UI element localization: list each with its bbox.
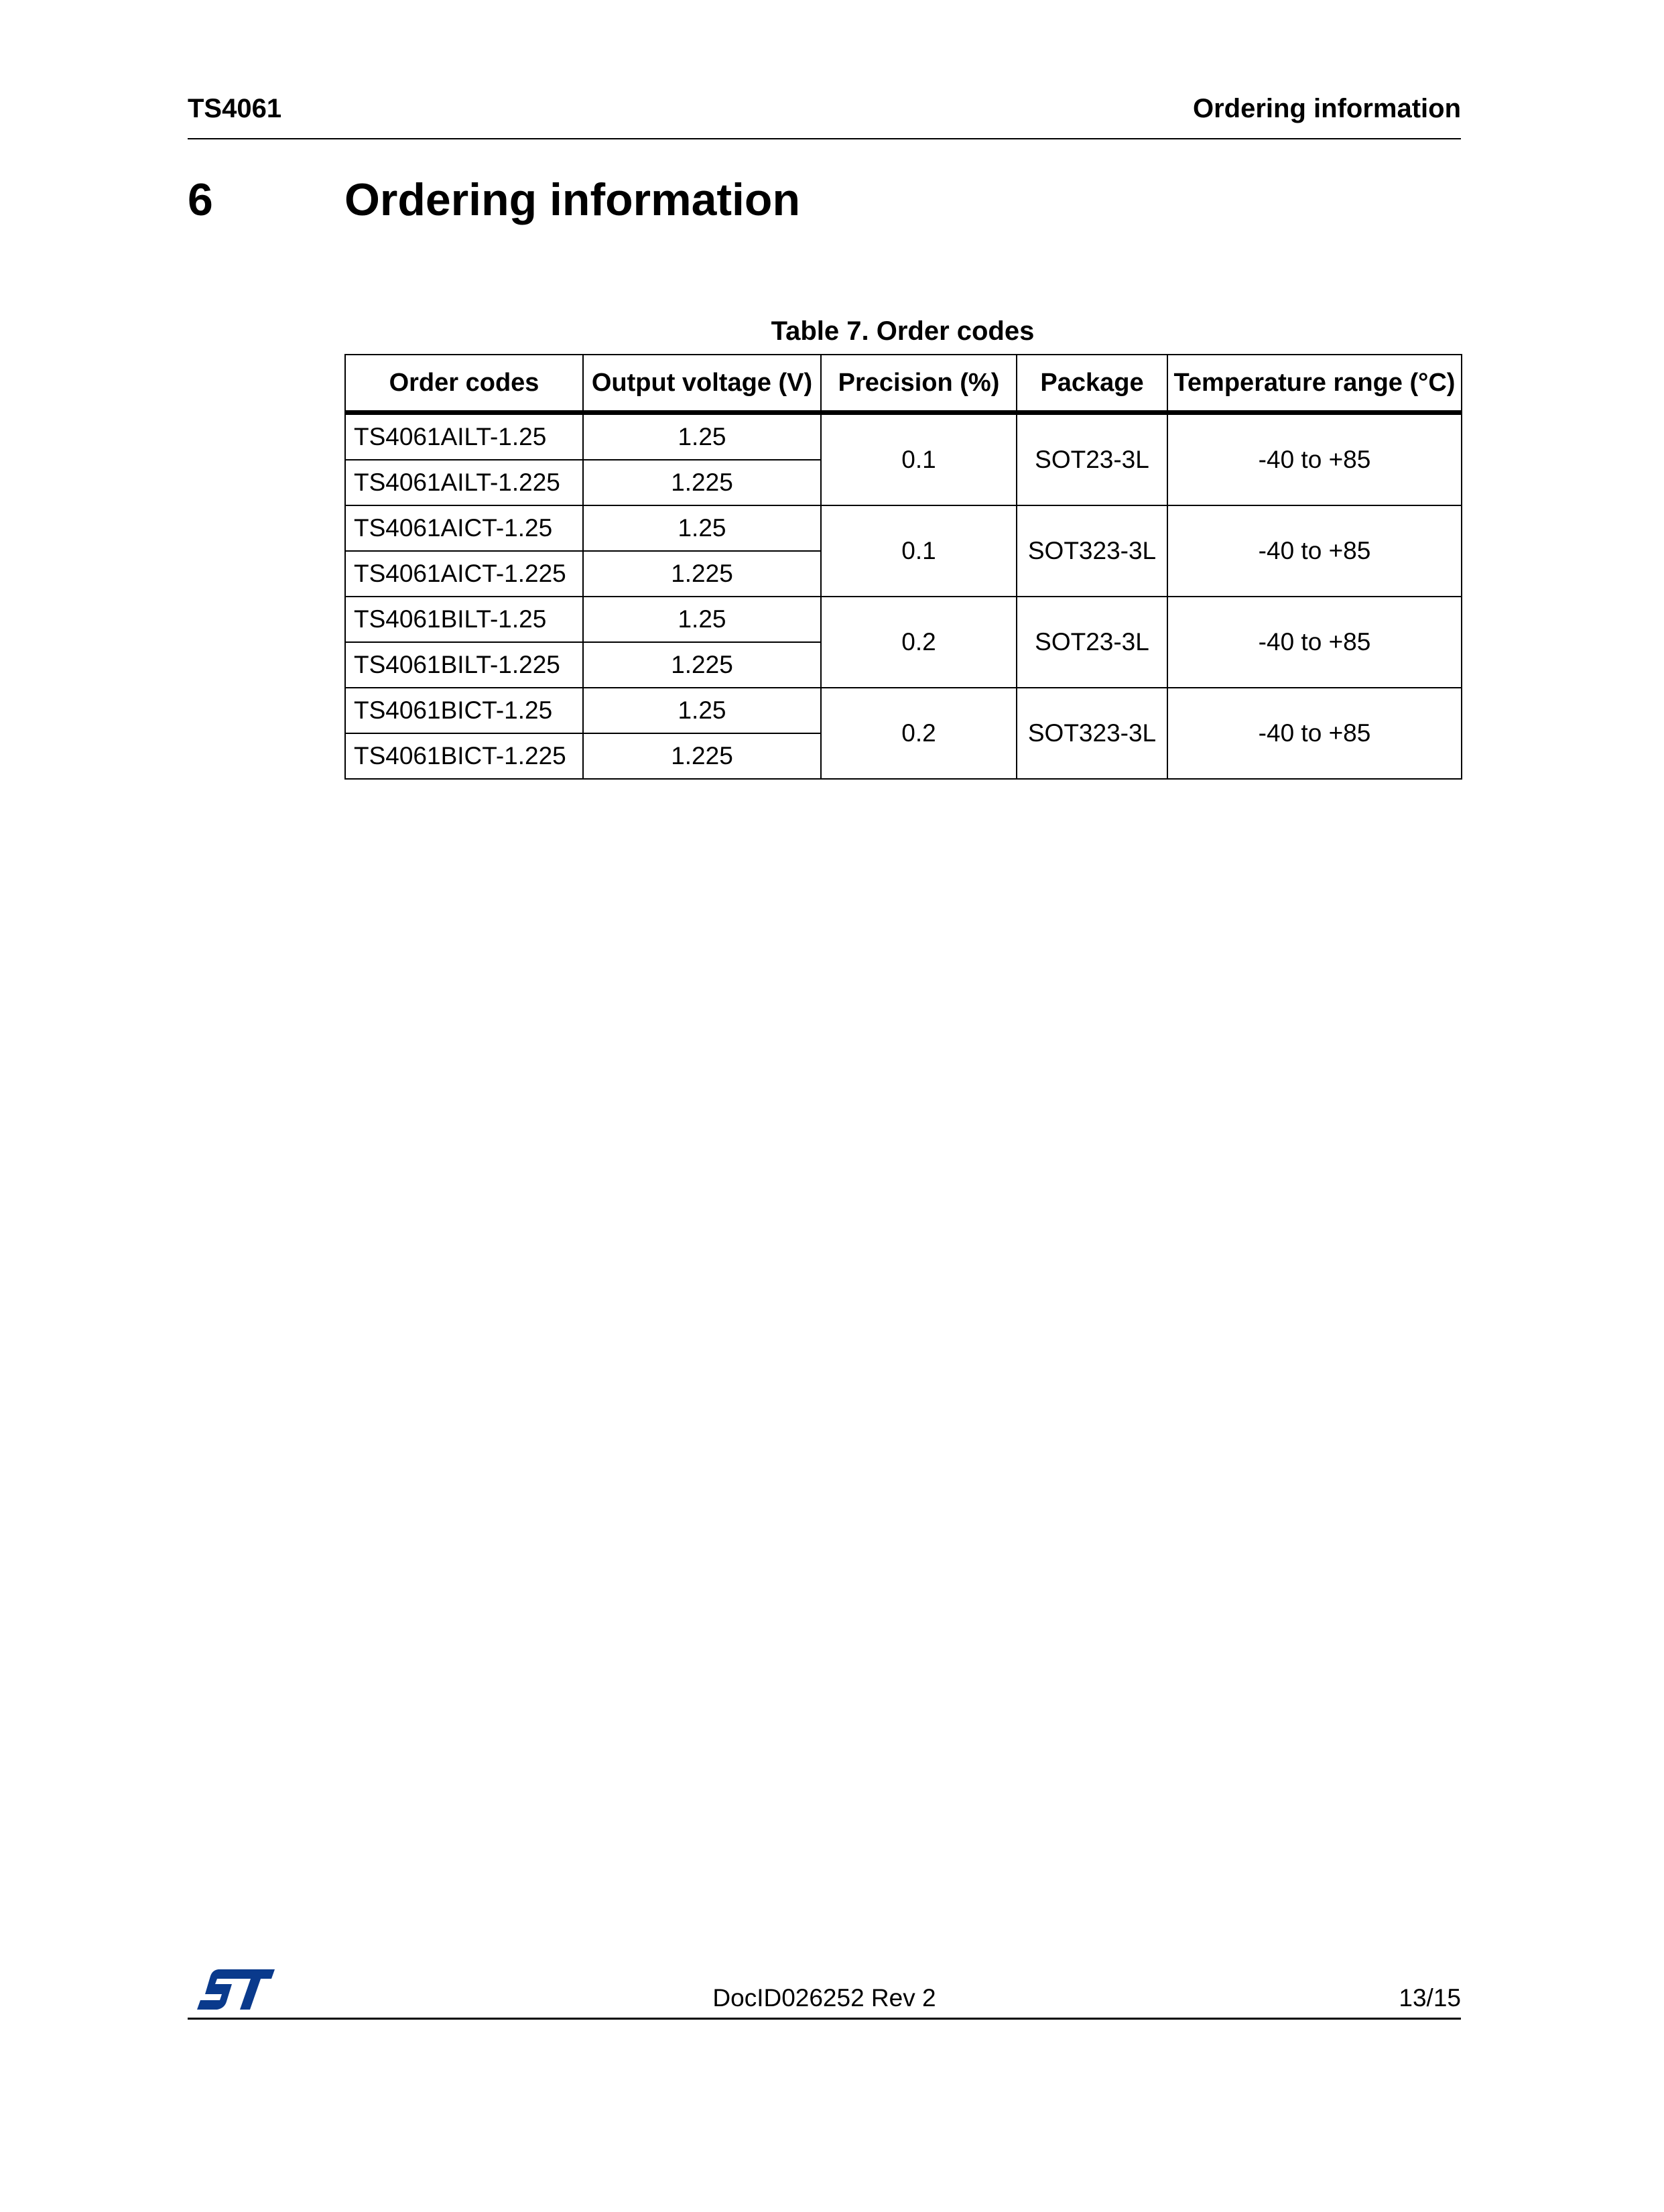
footer-document-id: DocID026252 Rev 2 (712, 1984, 936, 2012)
order-code-cell: TS4061AILT-1.225 (345, 460, 583, 505)
table-row (345, 597, 1462, 642)
table-row (345, 505, 1462, 551)
section-number: 6 (188, 174, 213, 225)
output-voltage-cell: 1.225 (583, 733, 821, 779)
order-code-cell: TS4061AILT-1.25 (345, 413, 583, 460)
output-voltage-cell: 1.25 (583, 413, 821, 460)
precision-cell: 0.2 (821, 688, 1017, 779)
column-header-order-codes: Order codes (345, 355, 583, 413)
page-footer (188, 1964, 1461, 2020)
header-product-name: TS4061 (188, 94, 282, 123)
table-header-row (345, 355, 1462, 413)
table-row (345, 688, 1462, 733)
page-header (188, 87, 1461, 139)
order-code-cell: TS4061AICT-1.225 (345, 551, 583, 597)
precision-cell: 0.1 (821, 505, 1017, 597)
output-voltage-cell: 1.25 (583, 597, 821, 642)
column-header-temperature-range: Temperature range (°C) (1167, 355, 1462, 413)
header-section-name: Ordering information (1193, 94, 1461, 123)
output-voltage-cell: 1.225 (583, 460, 821, 505)
temperature-range-cell: -40 to +85 (1167, 597, 1462, 688)
output-voltage-cell: 1.25 (583, 688, 821, 733)
output-voltage-cell: 1.225 (583, 642, 821, 688)
footer-page-number: 13/15 (1399, 1984, 1461, 2012)
package-cell: SOT23-3L (1017, 597, 1167, 688)
order-code-cell: TS4061BILT-1.25 (345, 597, 583, 642)
column-header-precision: Precision (%) (821, 355, 1017, 413)
output-voltage-cell: 1.225 (583, 551, 821, 597)
order-codes-table (344, 354, 1462, 780)
column-header-output-voltage: Output voltage (V) (583, 355, 821, 413)
output-voltage-cell: 1.25 (583, 505, 821, 551)
temperature-range-cell: -40 to +85 (1167, 688, 1462, 779)
temperature-range-cell: -40 to +85 (1167, 413, 1462, 506)
order-code-cell: TS4061AICT-1.25 (345, 505, 583, 551)
table-caption: Table 7. Order codes (771, 316, 1035, 346)
precision-cell: 0.1 (821, 413, 1017, 506)
column-header-package: Package (1017, 355, 1167, 413)
section-title: Ordering information (344, 174, 800, 225)
order-code-cell: TS4061BICT-1.25 (345, 688, 583, 733)
package-cell: SOT323-3L (1017, 688, 1167, 779)
package-cell: SOT323-3L (1017, 505, 1167, 597)
order-code-cell: TS4061BICT-1.225 (345, 733, 583, 779)
temperature-range-cell: -40 to +85 (1167, 505, 1462, 597)
table-row (345, 413, 1462, 460)
order-code-cell: TS4061BILT-1.225 (345, 642, 583, 688)
precision-cell: 0.2 (821, 597, 1017, 688)
package-cell: SOT23-3L (1017, 413, 1167, 506)
